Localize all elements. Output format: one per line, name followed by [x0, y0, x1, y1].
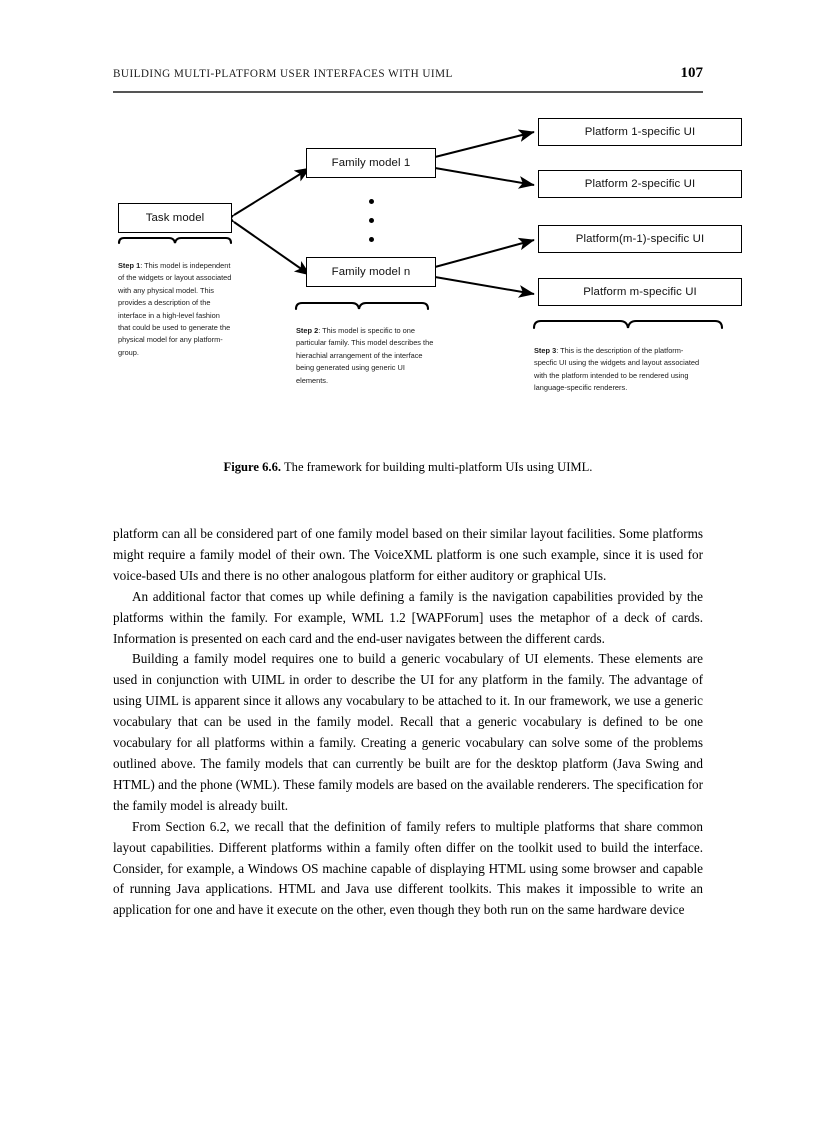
figure-caption [113, 460, 703, 475]
node-task-model-label: Task model [145, 212, 205, 224]
figure-caption-text: The framework for building multi-platform UIs using UIML. [283, 460, 593, 474]
node-family-model-n-label: Family model n [331, 266, 411, 278]
vertical-ellipsis-icon [365, 192, 377, 249]
step-2-label: Step 2 [296, 326, 319, 335]
paragraph-1: platform can all be considered part of one family model based on their similar layout facilities. Some platforms might require a family model of their own. The VoiceXML platform is one such example, since it is used for voice-based UIs and there is no other analogous platform for either auditory or graphical UIs. [113, 526, 703, 583]
step-1-label: Step 1 [118, 261, 141, 270]
node-platform-m-minus-1-ui-label: Platform(m-1)-specific UI [575, 233, 705, 245]
step-2-text: : This model is specific to one particular family. This model describes the hierachial arrangement of the interface being generated using generic UI elements. [296, 326, 434, 385]
node-family-model-n[interactable] [306, 257, 436, 287]
step-1-text: : This model is independent of the widgets or layout associated with any physical model. This provides a description of the interface in a high-level fashion that could be used to generate the physical model for any platform-group. [118, 261, 232, 357]
paragraph-3: Building a family model requires one to build a generic vocabulary of UI elements. These elements are used in conjunction with UIML in order to describe the UI for any platform in the family. The advantage of using UIML is apparent since it allows any vocabulary to be attached to it. In our framework, we use a generic vocabulary that can be used in the family model. Recall that a generic vocabulary is defined to be one vocabulary for all platforms within a family. Creating a generic vocabulary can solve some of the problems outlined above. The family models that can currently be built are for the desktop platform (Java Swing and HTML) and the phone (WML). These family models are based on the available renderers. The specification for the family model is already built. [113, 651, 703, 813]
node-platform-m-minus-1-ui[interactable] [538, 225, 742, 253]
node-family-model-1-label: Family model 1 [331, 157, 411, 169]
node-platform-m-ui[interactable] [538, 278, 742, 306]
node-family-model-1[interactable] [306, 148, 436, 178]
figure-6-6 [0, 0, 816, 500]
figure-caption-label: Figure 6.6. [223, 460, 282, 474]
paragraph-4: From Section 6.2, we recall that the definition of family refers to multiple platforms that share common layout capabilities. Different platforms within a family often differ on the toolkit used to build the interface. Consider, for example, a Windows OS machine capable of displaying HTML using some browser and capable of running Java applications. HTML and Java use different toolkits. This makes it impossible to write an application for one and have it execute on the other, even though they both run on the same hardware device [113, 818, 703, 918]
step-3-text: : This is the description of the platform-specfic UI using the widgets and layout associated with the platform intended to be rendered using language-specific renderers. [534, 346, 700, 393]
step-1-note [118, 260, 232, 359]
node-task-model[interactable] [118, 203, 232, 233]
step-3-note [534, 345, 702, 395]
node-platform-1-ui-label: Platform 1-specific UI [584, 126, 696, 138]
running-head: BUILDING MULTI-PLATFORM USER INTERFACES WITH UIML [113, 68, 453, 80]
body-text [113, 524, 703, 921]
node-platform-2-ui[interactable] [538, 170, 742, 198]
step-2-note [296, 325, 436, 387]
node-platform-1-ui[interactable] [538, 118, 742, 146]
framework-diagram [110, 110, 750, 450]
paragraph-2: An additional factor that comes up while defining a family is the navigation capabilities provided by the platforms within the family. For example, WML 1.2 [WAPForum] uses the metaphor of a deck of cards. Information is presented on each card and the end-user navigates between the different cards. [113, 588, 703, 646]
node-platform-m-ui-label: Platform m-specific UI [583, 286, 697, 298]
step-3-label: Step 3 [534, 346, 557, 355]
page-number: 107 [680, 65, 703, 81]
node-platform-2-ui-label: Platform 2-specific UI [584, 178, 696, 190]
